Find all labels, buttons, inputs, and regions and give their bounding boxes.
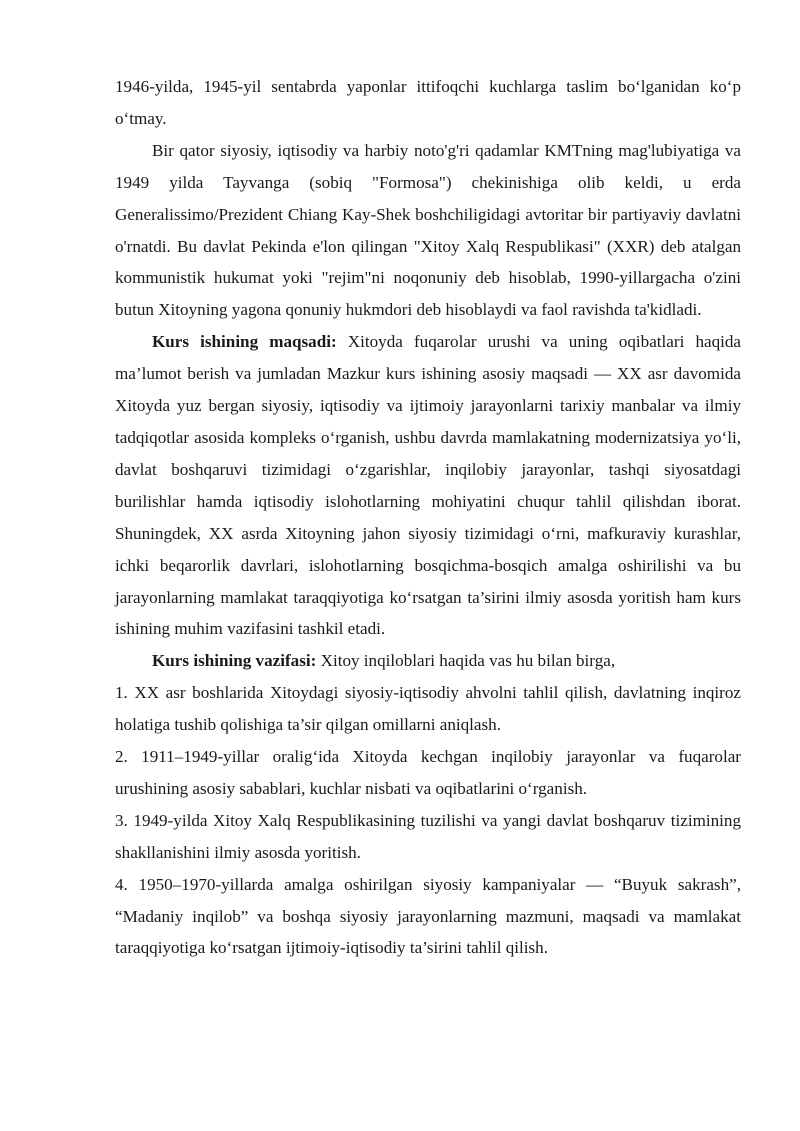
course-goal-text: Xitoyda fuqarolar urushi va uning oqibatlari haqida ma’lumot berish va jumladan Mazkur kurs ishining asosiy maqsadi — XX asr davomida Xitoyda yuz bergan siyosiy, iqtisodiy va ijtimoiy jarayonlarni tarixiy manbalar va ilmiy tadqiqotlar asosida kompleks o‘rganish, ushbu davrda mamlakatning modernizatsiya yo‘li, davlat boshqaruvi tizimidagi o‘zgarishlar, inqilobiy jarayonlar, tashqi siyosatdagi burilishlar hamda iqtisodiy islohotlarning mohiyatini chuqur tahlil qilishdan iborat. Shuningdek, XX asrda Xitoyning jahon siyosiy tizimidagi o‘rni, mafkuraviy kurashlar, ichki beqarorlik davrlari, islohotlarning bosqichma-bosqich amalga oshirilishi va bu jarayonlarning mamlakat taraqqiyotiga ko‘rsatgan ta’sirini ilmiy asosda yoritish ham kurs ishining muhim vazifasini tashkil etadi. (115, 332, 742, 639)
paragraph-course-tasks (115, 645, 741, 677)
course-tasks-text: Xitoy inqiloblari haqida vas hu bilan birga, (316, 651, 616, 671)
task-item: 3. 1949-yilda Xitoy Xalq Respublikasining tuzilishi va yangi davlat boshqaruv tizimining shakllanishini ilmiy asosda yoritish. (115, 810, 741, 862)
paragraph-continuation: 1946-yilda, 1945-yil sentabrda yaponlar ittifoqchi kuchlarga taslim bo‘lganidan ko‘p o‘tmay. (115, 77, 741, 128)
document-page (115, 71, 741, 964)
task-list (115, 677, 741, 964)
task-item: 1. XX asr boshlarida Xitoydagi siyosiy-iqtisodiy ahvolni tahlil qilish, davlatning inqiroz holatiga tushib qolishiga ta’sir qilgan omillarni aniqlash. (115, 683, 741, 735)
task-item: 4. 1950–1970-yillarda amalga oshirilgan siyosiy kampaniyalar — “Buyuk sakrash”, “Madaniy inqilob” va boshqa siyosiy jarayonlarning mazmuni, maqsadi va mamlakat taraqqiyotiga ko‘rsatgan ijtimoiy-iqtisodiy ta’sirini tahlil qilish. (115, 874, 741, 958)
paragraph-course-goal (115, 326, 741, 645)
course-tasks-heading: Kurs ishining vazifasi: (152, 651, 317, 671)
course-goal-heading: Kurs ishining maqsadi: (152, 332, 337, 352)
task-item: 2. 1911–1949-yillar oralig‘ida Xitoyda kechgan inqilobiy jarayonlar va fuqarolar urushining asosiy sabablari, kuchlar nisbati va oqibatlarini o‘rganish. (115, 747, 741, 798)
paragraph-kmt-defeat: Bir qator siyosiy, iqtisodiy va harbiy noto'g'ri qadamlar KMTning mag'lubiyatiga va 1949 yilda Tayvanga (sobiq "Formosa") chekinishiga olib keldi, u erda Generalissimo/Prezident Chiang Kay-Shek boshchiligidagi avtoritar bir partiyaviy davlatni o'rnatdi. Bu davlat Pekinda e'lon qilingan "Xitoy Xalq Respublikasi" (XXR) deb atalgan kommunistik hukumat yoki "rejim"ni noqonuniy deb hisoblab, 1990-yillargacha o'zini butun Xitoyning yagona qonuniy hukmdori deb hisoblaydi va faol ravishda ta'kidladi. (115, 140, 741, 320)
